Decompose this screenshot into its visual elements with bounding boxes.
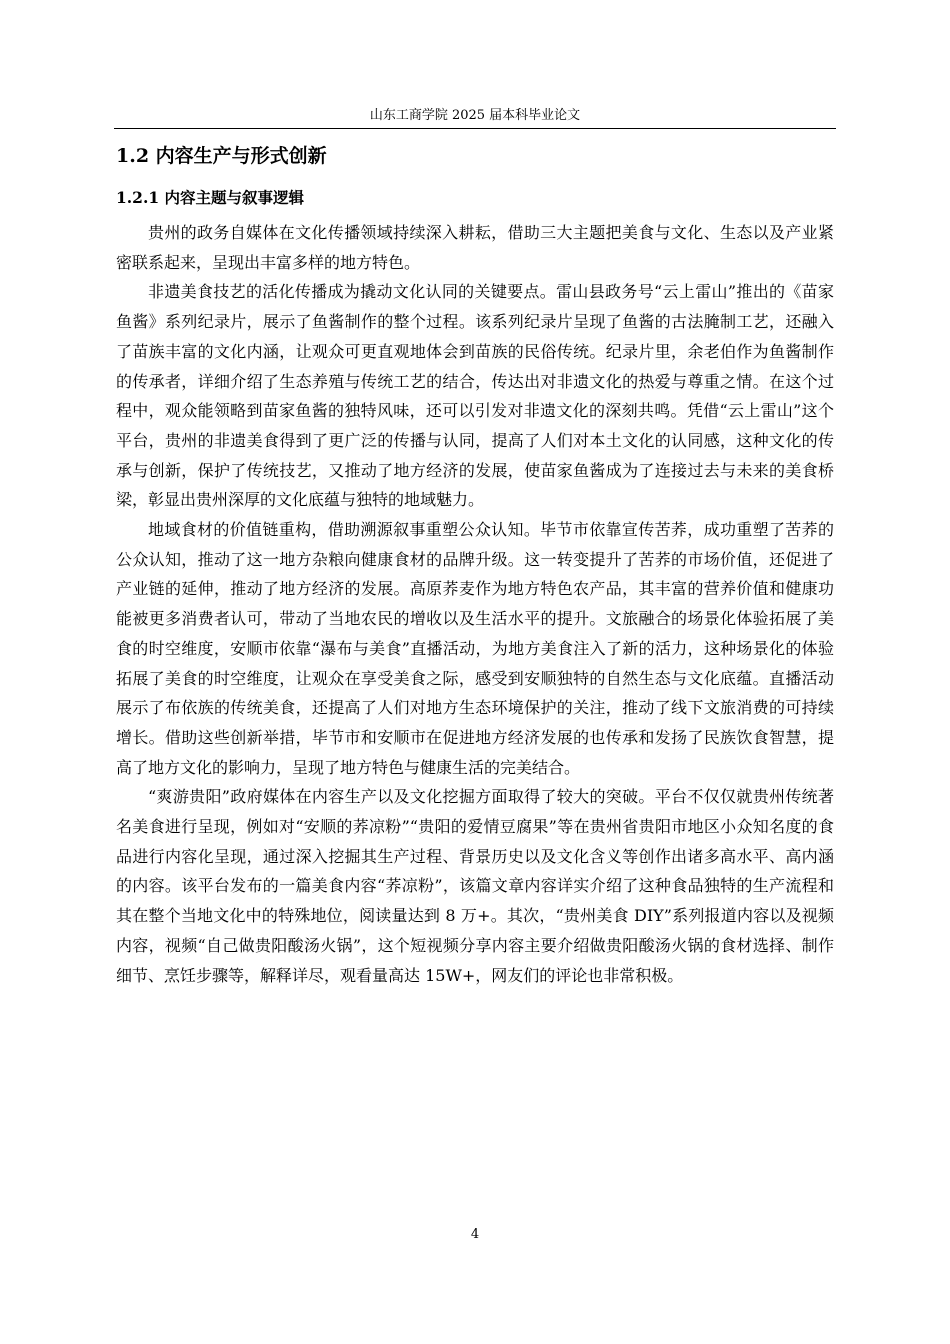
paragraph: “爽游贵阳”政府媒体在内容生产以及文化挖掘方面取得了较大的突破。平台不仅仅就贵州传统著名美食进行呈现，例如对“安顺的荞凉粉”“贵阳的爱情豆腐果”等在贵州省贵阳市地区小众知名度的食品进行内容化呈现，通过深入挖掘其生产过程、背景历史以及文化含义等创作出诸多高水平、高内涵的内容。该平台发布的一篇美食内容“荞凉粉”，该篇文章内容详实介绍了这种食品独特的生产流程和其在整个当地文化中的特殊地位，阅读量达到 8 万+。其次，“贵州美食 DIY”系列报道内容以及视频内容，视频“自己做贵阳酸汤火锅”，这个短视频分享内容主要介绍做贵阳酸汤火锅的食材选择、制作细节、烹饪步骤等，解释详尽，观看量高达 15W+，网友们的评论也非常积极。 (116, 787, 834, 985)
running-header: 山东工商学院 2025 届本科毕业论文 (369, 108, 581, 123)
subsection-heading: 1.2.1 内容主题与叙事逻辑 (116, 188, 305, 207)
body-text (116, 218, 834, 990)
header-divider (114, 128, 836, 129)
page-number: 4 (470, 1227, 480, 1242)
paragraph: 非遗美食技艺的活化传播成为撬动文化认同的关键要点。雷山县政务号“云上雷山”推出的《苗家鱼酱》系列纪录片，展示了鱼酱制作的整个过程。该系列纪录片呈现了鱼酱的古法腌制工艺，还融入了苗族丰富的文化内涵，让观众可更直观地体会到苗族的民俗传统。纪录片里，余老伯作为鱼酱制作的传承者，详细介绍了生态养殖与传统工艺的结合，传达出对非遗文化的热爱与尊重之情。在这个过程中，观众能领略到苗家鱼酱的独特风味，还可以引发对非遗文化的深刻共鸣。凭借“云上雷山”这个平台，贵州的非遗美食得到了更广泛的传播与认同，提高了人们对本土文化的认同感，这种文化的传承与创新，保护了传统技艺，又推动了地方经济的发展，使苗家鱼酱成为了连接过去与未来的美食桥梁，彰显出贵州深厚的文化底蕴与独特的地域魅力。 (116, 282, 834, 510)
section-heading: 1.2 内容生产与形式创新 (116, 145, 327, 167)
paragraph: 地域食材的价值链重构，借助溯源叙事重塑公众认知。毕节市依靠宣传苦荞，成功重塑了苦荞的公众认知，推动了这一地方杂粮向健康食材的品牌升级。这一转变提升了苦荞的市场价值，还促进了产业链的延伸，推动了地方经济的发展。高原荞麦作为地方特色农产品，其丰富的营养价值和健康功能被更多消费者认可，带动了当地农民的增收以及生活水平的提升。文旅融合的场景化体验拓展了美食的时空维度，安顺市依靠“瀑布与美食”直播活动，为地方美食注入了新的活力，这种场景化的体验拓展了美食的时空维度，让观众在享受美食之际，感受到安顺独特的自然生态与文化底蕴。直播活动展示了布依族的传统美食，还提高了人们对地方生态环境保护的关注，推动了线下文旅消费的可持续增长。借助这些创新举措，毕节市和安顺市在促进地方经济发展的也传承和发扬了民族饮食智慧，提高了地方文化的影响力，呈现了地方特色与健康生活的完美结合。 (116, 520, 834, 777)
paragraph: 贵州的政务自媒体在文化传播领域持续深入耕耘，借助三大主题把美食与文化、生态以及产业紧密联系起来，呈现出丰富多样的地方特色。 (116, 223, 834, 272)
